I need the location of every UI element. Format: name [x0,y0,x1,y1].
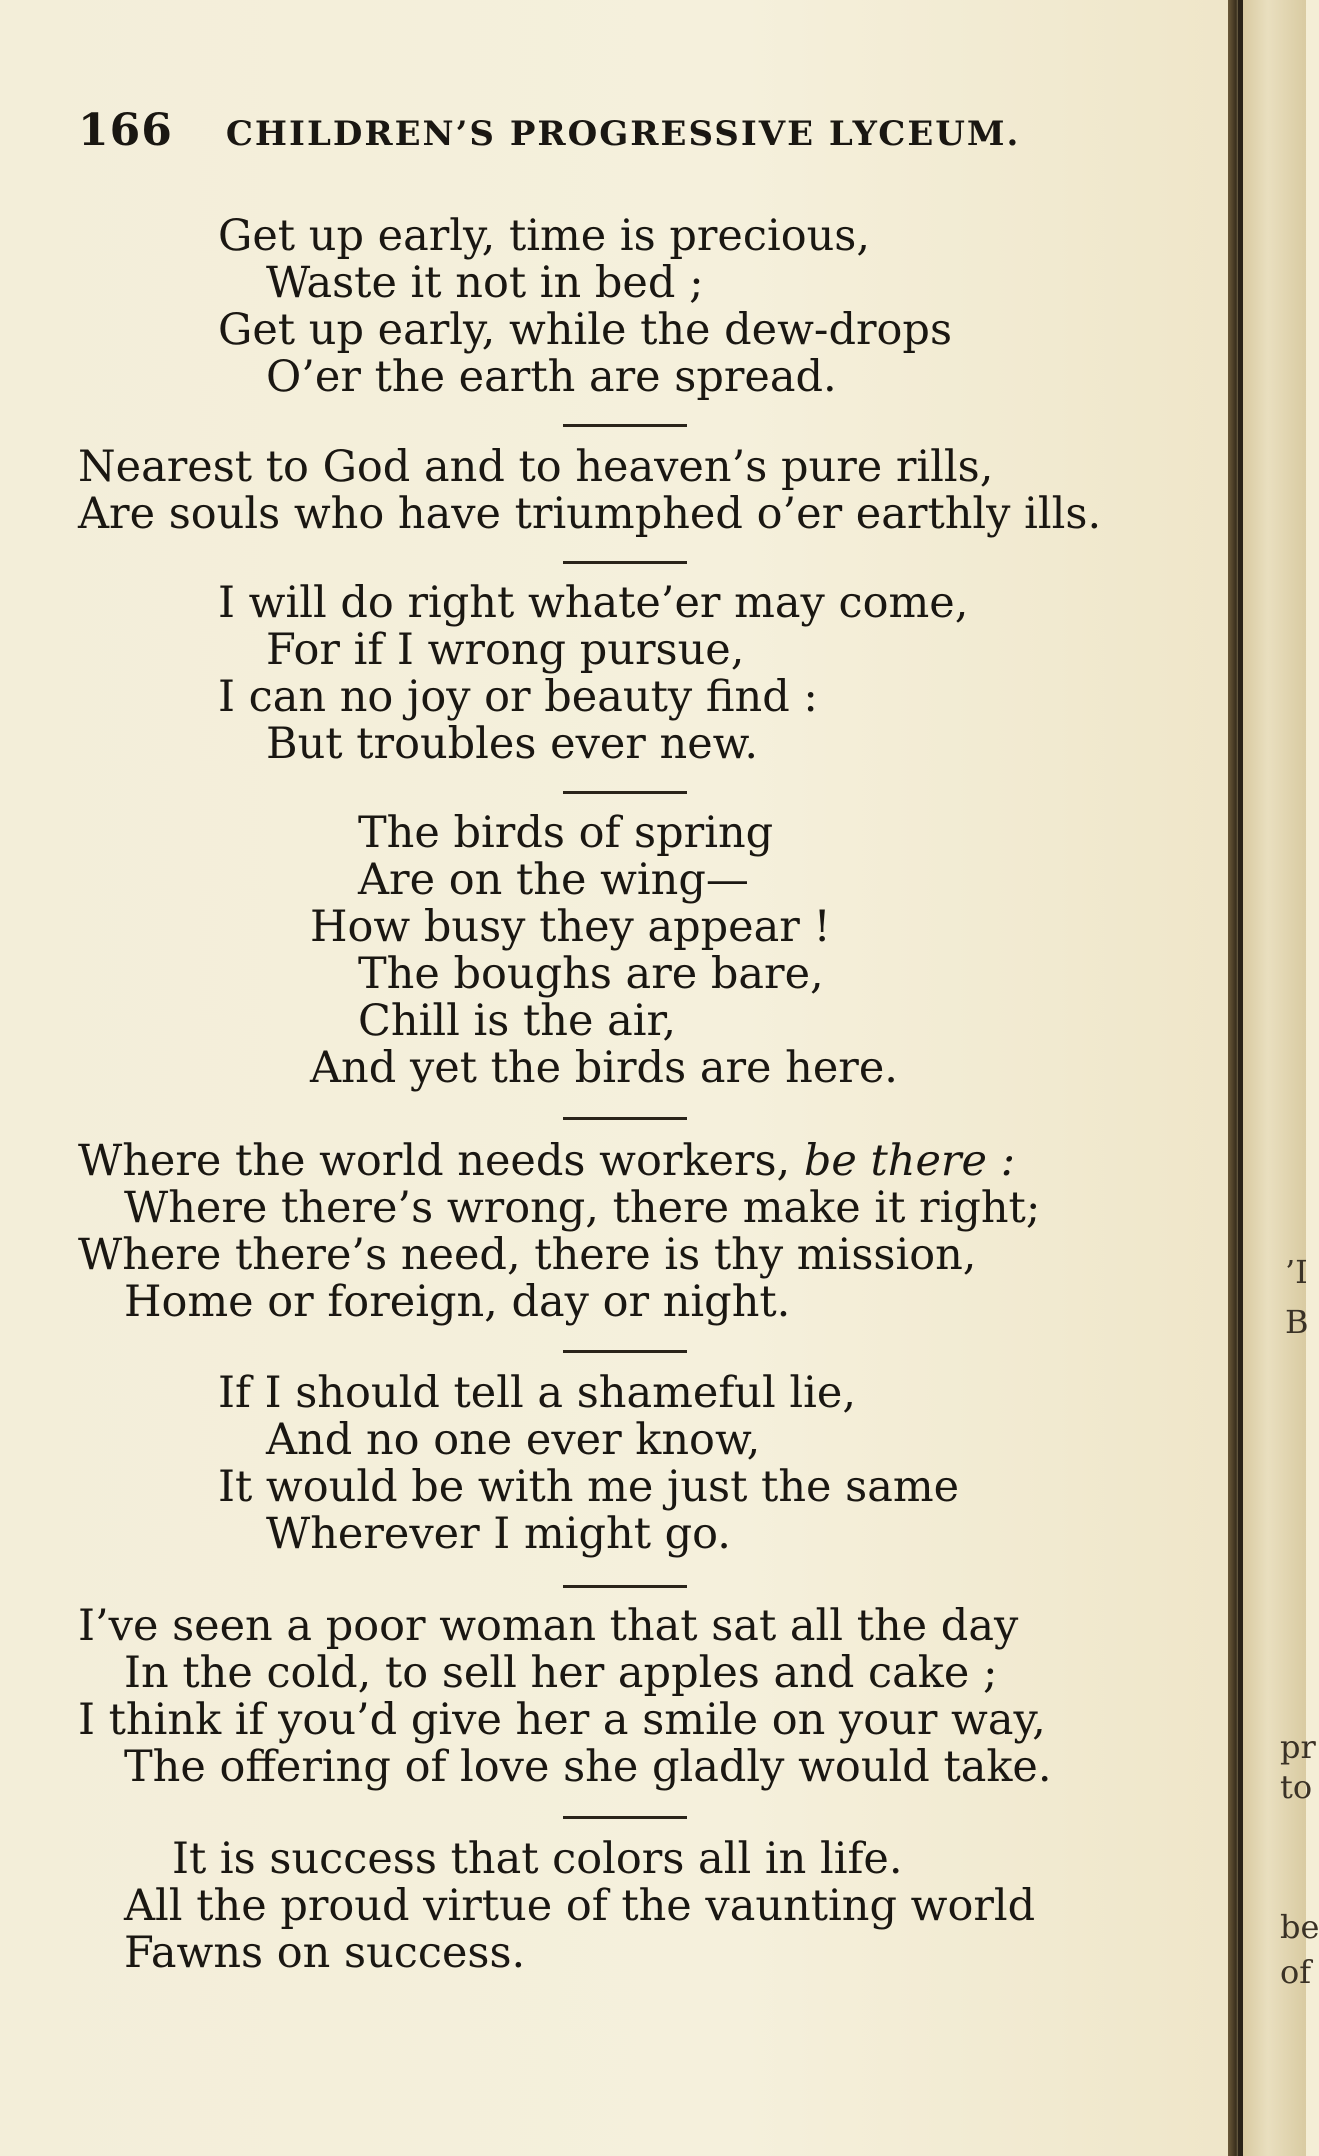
running-title: CHILDREN’S PROGRESSIVE LYCEUM. [225,114,1021,154]
section-divider [563,1117,687,1120]
section-divider [563,1585,687,1588]
verse-line: Nearest to God and to heaven’s pure rills, [78,442,994,492]
verse-text: Where the world needs workers, [78,1136,791,1186]
verse-line: Are on the wing— [358,855,749,905]
facing-page-fragment: pr [1280,1728,1316,1766]
verse-line: Where there’s need, there is thy mission, [78,1230,977,1280]
verse-line: It would be with me just the same [218,1462,960,1512]
section-divider [563,1816,687,1819]
gutter-shadow [1238,0,1243,2156]
verse-line: The boughs are bare, [358,949,824,999]
facing-page-fragment: B [1285,1303,1309,1341]
verse-line: But troubles ever new. [266,719,759,769]
section-divider [563,561,687,564]
verse-line: Chill is the air, [358,996,676,1046]
verse-line: Are souls who have triumphed o’er earthly ills. [78,489,1102,539]
verse-line: For if I wrong pursue, [266,625,745,675]
verse-line: I will do right whate’er may come, [218,578,969,628]
verse-line: I think if you’d give her a smile on your way, [78,1695,1046,1745]
verse-line [78,1138,1015,1184]
section-divider [563,791,687,794]
verse-line: Get up early, while the dew-drops [218,305,953,355]
verse-line: Home or foreign, day or night. [124,1277,791,1327]
verse-line: Where there’s wrong, there make it right; [124,1183,1041,1233]
verse-line: I can no joy or beauty find : [218,672,818,722]
facing-page-fragment: be [1280,1908,1319,1946]
verse-line: And yet the birds are here. [310,1043,898,1093]
facing-page-fragment: ’I [1285,1253,1308,1291]
verse-line: Wherever I might go. [266,1509,731,1559]
page-header [78,105,1078,156]
verse-line: It is success that colors all in life. [172,1834,903,1884]
facing-page-fragment: to [1280,1768,1313,1806]
section-divider [563,424,687,427]
emphasis-text: be there : [803,1136,1016,1186]
verse-line: Waste it not in bed ; [266,258,704,308]
verse-line: How busy they appear ! [310,902,831,952]
verse-line: I’ve seen a poor woman that sat all the day [78,1601,1019,1651]
verse-line: In the cold, to sell her apples and cake ; [124,1648,998,1698]
verse-line: All the proud virtue of the vaunting world [124,1881,1036,1931]
verse-line: Get up early, time is precious, [218,211,871,261]
verse-line: Fawns on success. [124,1928,526,1978]
facing-page-fragment: of [1280,1953,1312,1991]
verse-line: The birds of spring [358,808,774,858]
page-number: 166 [78,105,173,156]
verse-line: If I should tell a shameful lie, [218,1368,856,1418]
verse-line: The offering of love she gladly would take. [124,1742,1052,1792]
verse-line: O’er the earth are spread. [266,352,837,402]
verse-line: And no one ever know, [266,1415,761,1465]
section-divider [563,1350,687,1353]
